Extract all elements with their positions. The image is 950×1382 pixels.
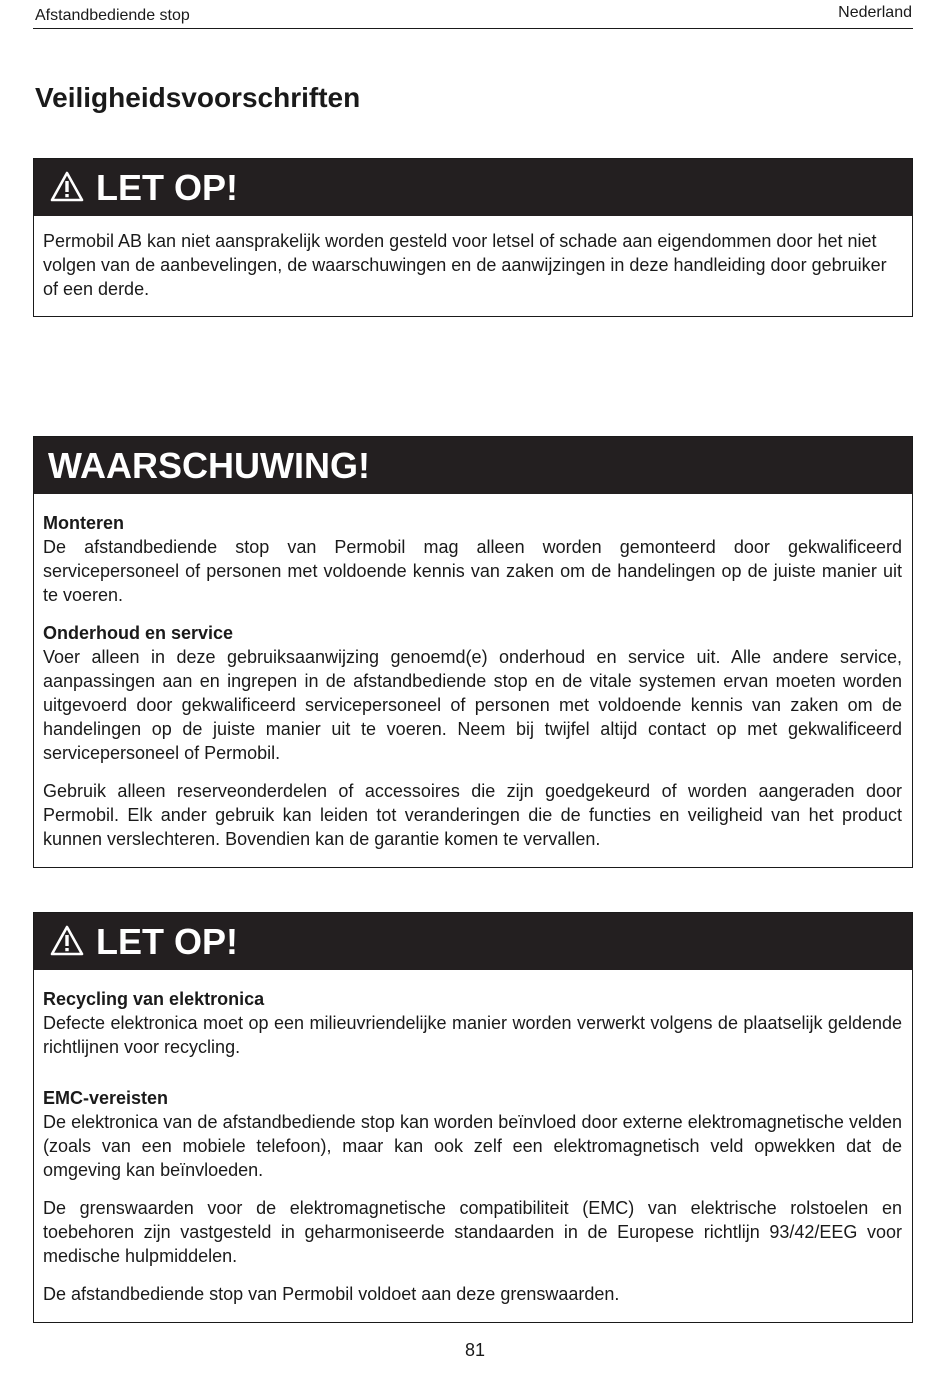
emc-paragraph-3: De afstandbediende stop van Permobil voldoet aan deze grenswaarden. [43, 1284, 620, 1304]
spare-parts-paragraph: Gebruik alleen reserveonderdelen of accessoires die zijn goedgekeurd of worden aangeraden door Permobil. Elk ander gebruik kan leiden tot veranderingen die de functies en veiligheid van het product kunnen verslechteren. Bovendien kan de garantie komen te vervallen. [43, 781, 902, 849]
recycling-paragraph: Defecte elektronica moet op een milieuvriendelijke manier worden verwerkt volgens de plaatselijk geldende richtlijnen voor recycling. [43, 1013, 902, 1057]
warning-triangle-icon [50, 171, 84, 202]
caution-notice-header [34, 913, 912, 970]
emc-paragraph-2: De grenswaarden voor de elektromagnetische compatibiliteit (EMC) van elektrische rolstoelen en toebehoren zijn vastgesteld in geharmoniseerde standaarden in de Europese richtlijn 93/42/EEG voor medische hulpmiddelen. [43, 1198, 902, 1266]
warning-notice-header [34, 437, 912, 494]
header-language: Nederland [838, 4, 912, 21]
section-title-recycling: Recycling van elektronica [43, 989, 265, 1009]
caution-notice-heading: LET OP! [96, 167, 238, 208]
section-title-maintenance: Onderhoud en service [43, 623, 234, 643]
section-title-mounting: Monteren [43, 513, 124, 533]
page-number: 81 [464, 1340, 486, 1360]
header-document-title: Afstandbediende stop [35, 7, 190, 24]
liability-paragraph: Permobil AB kan niet aansprakelijk worden gesteld voor letsel of schade aan eigendommen door het niet volgen van de aanbevelingen, de waarschuwingen en de aanwijzingen in deze handleiding door gebruiker of een derde. [43, 231, 887, 299]
caution-notice-liability [33, 158, 913, 317]
mounting-paragraph: De afstandbediende stop van Permobil mag alleen worden gemonteerd door gekwalificeerd servicepersoneel of personen met voldoende kennis van zaken om de handelingen op de juiste manier uit te voeren. [43, 537, 902, 605]
emc-paragraph-1: De elektronica van de afstandbediende stop kan worden beïnvloed door externe elektromagnetische velden (zoals van een mobiele telefoon), maar kan ook zelf een elektromagnetisch veld opwekken dat de omgeving kan beïnvloeden. [43, 1112, 902, 1180]
caution-notice-header [34, 159, 912, 216]
running-header [33, 4, 913, 29]
warning-notice-heading: WAARSCHUWING! [48, 445, 370, 486]
page-title: Veiligheidsvoorschriften [35, 82, 361, 113]
caution-notice-body [34, 216, 912, 301]
caution-notice-electronics [33, 912, 913, 1323]
caution-notice-heading: LET OP! [96, 921, 238, 962]
warning-triangle-icon [50, 925, 84, 956]
maintenance-paragraph: Voer alleen in deze gebruiksaanwijzing genoemd(e) onderhoud en service uit. Alle andere service, aanpassingen aan en ingrepen in de afstandbediende stop en de vitale systemen ervan moeten worden uitgevoerd door gekwalificeerd servicepersoneel of personen met voldoende kennis van zaken om de handelingen op de juiste manier uit te voeren. Neem bij twijfel altijd contact op met gekwalificeerd servicepersoneel of Permobil. [43, 647, 902, 763]
warning-notice-body [34, 494, 912, 851]
warning-notice [33, 436, 913, 868]
caution-notice-body [34, 970, 912, 1306]
section-title-emc: EMC-vereisten [43, 1088, 169, 1108]
